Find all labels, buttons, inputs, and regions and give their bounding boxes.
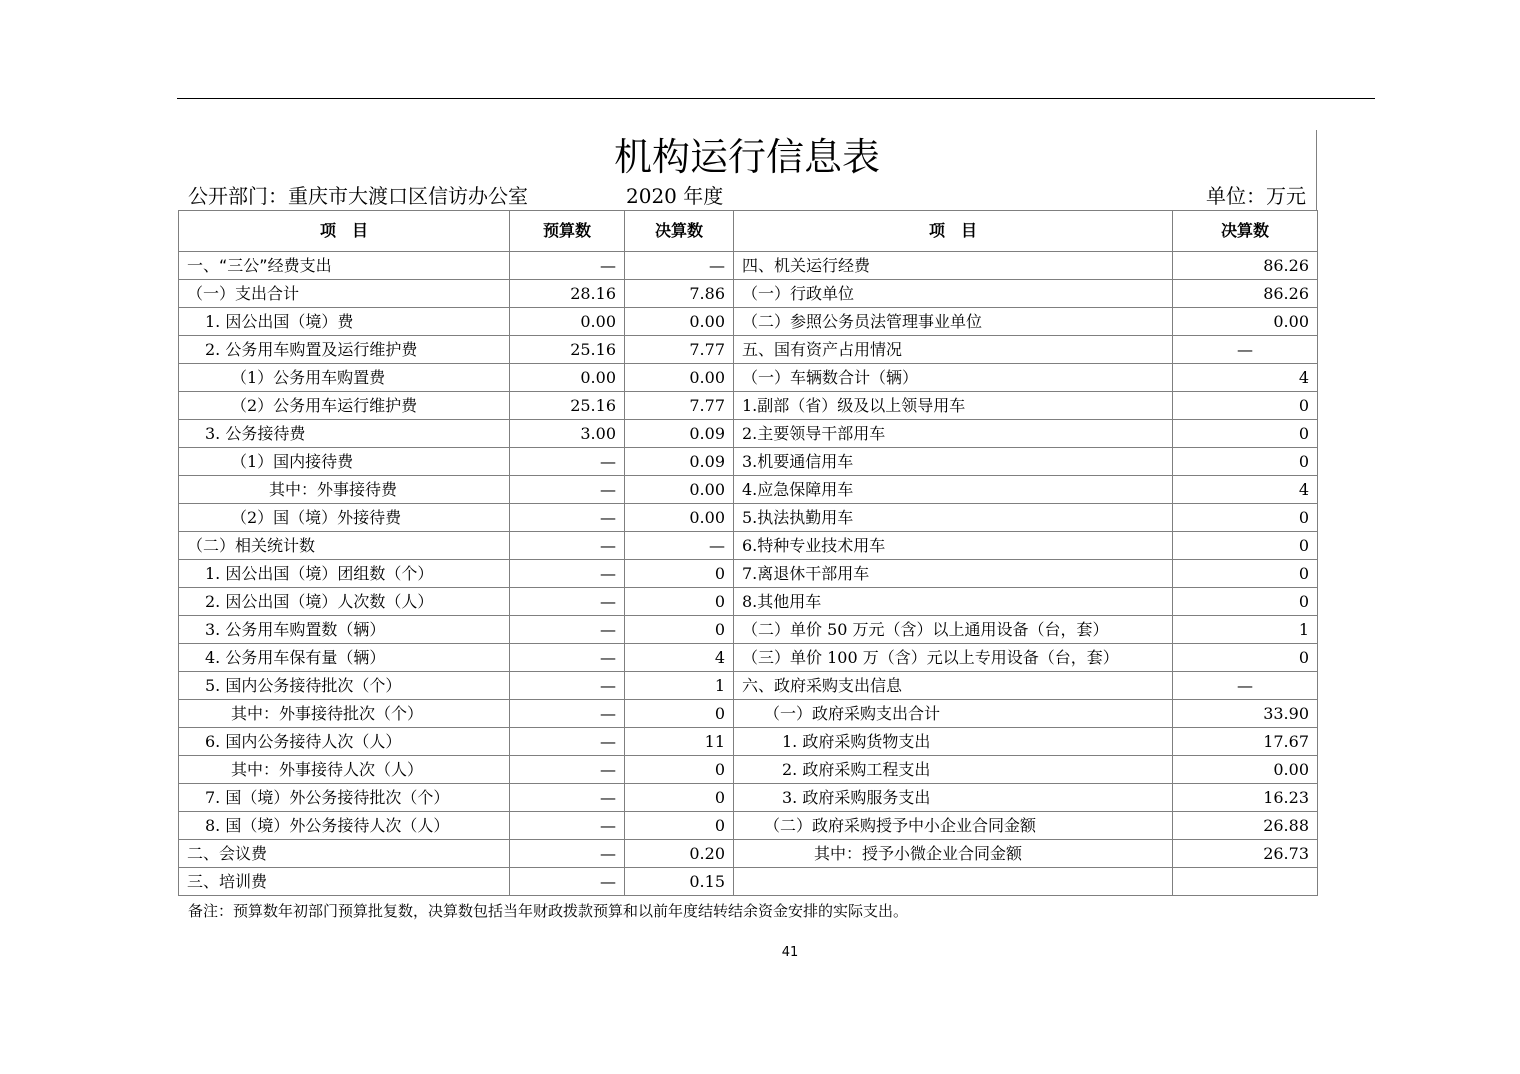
right-item-value: [1173, 868, 1318, 896]
table-row: [179, 280, 1318, 308]
left-item-label: 4. 公务用车保有量（辆）: [179, 644, 510, 672]
left-item-final: 1: [625, 672, 734, 700]
left-item-label: 8. 国（境）外公务接待人次（人）: [179, 812, 510, 840]
left-item-label: 三、培训费: [179, 868, 510, 896]
table-row: [179, 504, 1318, 532]
right-item-label: 5.执法执勤用车: [734, 504, 1173, 532]
left-item-budget: —: [510, 588, 625, 616]
unit-label: 单位：万元: [1206, 184, 1306, 208]
right-item-value: 86.26: [1173, 252, 1318, 280]
left-item-final: 0: [625, 616, 734, 644]
right-item-label: 六、政府采购支出信息: [734, 672, 1173, 700]
footnote: 备注：预算数年初部门预算批复数，决算数包括当年财政拨款预算和以前年度结转结余资金安排的实际支出。: [188, 902, 909, 920]
year-label: 2020 年度: [626, 184, 724, 208]
right-item-value: 0: [1173, 504, 1318, 532]
right-item-label: 2.主要领导干部用车: [734, 420, 1173, 448]
right-item-value: 1: [1173, 616, 1318, 644]
side-rule: [1316, 130, 1317, 210]
department-label: 公开部门：重庆市大渡口区信访办公室: [188, 184, 528, 208]
left-item-label: 6. 国内公务接待人次（人）: [179, 728, 510, 756]
right-item-label: 1.副部（省）级及以上领导用车: [734, 392, 1173, 420]
page-number: 41: [781, 945, 799, 960]
right-item-value: 0.00: [1173, 308, 1318, 336]
left-item-label: 3. 公务用车购置数（辆）: [179, 616, 510, 644]
left-item-final: 0.09: [625, 448, 734, 476]
left-item-final: 0: [625, 812, 734, 840]
table-row: [179, 560, 1318, 588]
left-item-label: 5. 国内公务接待批次（个）: [179, 672, 510, 700]
header-item-right: 项 目: [734, 211, 1173, 252]
left-item-budget: 0.00: [510, 364, 625, 392]
table-row: [179, 840, 1318, 868]
right-item-value: 0.00: [1173, 756, 1318, 784]
right-item-value: 0: [1173, 560, 1318, 588]
table-row: [179, 364, 1318, 392]
left-item-final: 0: [625, 756, 734, 784]
left-item-budget: —: [510, 560, 625, 588]
right-item-value: 0: [1173, 420, 1318, 448]
left-item-final: 0: [625, 560, 734, 588]
left-item-final: —: [625, 252, 734, 280]
table-row: [179, 672, 1318, 700]
header-rule: [177, 98, 1375, 99]
left-item-budget: 3.00: [510, 420, 625, 448]
right-item-value: 0: [1173, 588, 1318, 616]
left-item-label: 2. 公务用车购置及运行维护费: [179, 336, 510, 364]
left-item-budget: —: [510, 504, 625, 532]
left-item-final: —: [625, 532, 734, 560]
table-row: [179, 392, 1318, 420]
left-item-budget: —: [510, 476, 625, 504]
left-item-final: 0.20: [625, 840, 734, 868]
left-item-budget: —: [510, 448, 625, 476]
right-item-label: （二）政府采购授予中小企业合同金额: [734, 812, 1173, 840]
left-item-label: 其中：外事接待批次（个）: [179, 700, 510, 728]
left-item-label: 其中：外事接待人次（人）: [179, 756, 510, 784]
header-item: 项 目: [179, 211, 510, 252]
header-final: 决算数: [625, 211, 734, 252]
table-row: [179, 336, 1318, 364]
left-item-budget: —: [510, 644, 625, 672]
right-item-value: 0: [1173, 644, 1318, 672]
header-final-right: 决算数: [1173, 211, 1318, 252]
left-item-label: 2. 因公出国（境）人次数（人）: [179, 588, 510, 616]
left-item-final: 0.00: [625, 308, 734, 336]
left-item-budget: —: [510, 532, 625, 560]
right-item-label: 其中：授予小微企业合同金额: [734, 840, 1173, 868]
left-item-budget: —: [510, 812, 625, 840]
right-item-label: （三）单价 100 万（含）元以上专用设备（台，套）: [734, 644, 1173, 672]
right-item-value: 26.73: [1173, 840, 1318, 868]
left-item-label: 7. 国（境）外公务接待批次（个）: [179, 784, 510, 812]
right-item-value: 86.26: [1173, 280, 1318, 308]
left-item-budget: —: [510, 252, 625, 280]
left-item-budget: 0.00: [510, 308, 625, 336]
table-row: [179, 308, 1318, 336]
left-item-label: （2）国（境）外接待费: [179, 504, 510, 532]
left-item-final: 0: [625, 588, 734, 616]
right-item-value: 26.88: [1173, 812, 1318, 840]
left-item-label: （1）国内接待费: [179, 448, 510, 476]
right-item-label: 7.离退休干部用车: [734, 560, 1173, 588]
right-item-label: [734, 868, 1173, 896]
table-row: [179, 868, 1318, 896]
right-item-label: 五、国有资产占用情况: [734, 336, 1173, 364]
left-item-budget: —: [510, 756, 625, 784]
left-item-final: 7.77: [625, 336, 734, 364]
table-row: [179, 728, 1318, 756]
left-item-label: （2）公务用车运行维护费: [179, 392, 510, 420]
left-item-final: 4: [625, 644, 734, 672]
left-item-final: 7.77: [625, 392, 734, 420]
right-item-label: 2. 政府采购工程支出: [734, 756, 1173, 784]
left-item-budget: 28.16: [510, 280, 625, 308]
left-item-final: 11: [625, 728, 734, 756]
left-item-final: 0.00: [625, 504, 734, 532]
right-item-label: 3.机要通信用车: [734, 448, 1173, 476]
left-item-label: 二、会议费: [179, 840, 510, 868]
left-item-final: 0.15: [625, 868, 734, 896]
left-item-label: 1. 因公出国（境）团组数（个）: [179, 560, 510, 588]
table-row: [179, 812, 1318, 840]
right-item-label: （一）车辆数合计（辆）: [734, 364, 1173, 392]
right-item-value: —: [1173, 336, 1318, 364]
left-item-budget: —: [510, 700, 625, 728]
right-item-label: 8.其他用车: [734, 588, 1173, 616]
right-item-value: 4: [1173, 476, 1318, 504]
right-item-value: 0: [1173, 392, 1318, 420]
right-item-label: （二）单价 50 万元（含）以上通用设备（台，套）: [734, 616, 1173, 644]
right-item-label: 6.特种专业技术用车: [734, 532, 1173, 560]
right-item-value: —: [1173, 672, 1318, 700]
right-item-value: 0: [1173, 448, 1318, 476]
left-item-label: （一）支出合计: [179, 280, 510, 308]
left-item-budget: —: [510, 868, 625, 896]
left-item-budget: 25.16: [510, 392, 625, 420]
left-item-final: 0: [625, 700, 734, 728]
left-item-label: （二）相关统计数: [179, 532, 510, 560]
page-title: 机构运行信息表: [613, 135, 880, 179]
table-row: [179, 756, 1318, 784]
left-item-label: （1）公务用车购置费: [179, 364, 510, 392]
table-row: [179, 588, 1318, 616]
table-row: [179, 448, 1318, 476]
left-item-final: 0.09: [625, 420, 734, 448]
right-item-label: （二）参照公务员法管理事业单位: [734, 308, 1173, 336]
table-row: [179, 644, 1318, 672]
left-item-budget: —: [510, 728, 625, 756]
left-item-budget: —: [510, 784, 625, 812]
left-item-label: 1. 因公出国（境）费: [179, 308, 510, 336]
left-item-final: 0.00: [625, 364, 734, 392]
table-row: [179, 616, 1318, 644]
header-budget: 预算数: [510, 211, 625, 252]
right-item-value: 33.90: [1173, 700, 1318, 728]
left-item-label: 其中：外事接待费: [179, 476, 510, 504]
table-row: [179, 532, 1318, 560]
right-item-value: 0: [1173, 532, 1318, 560]
table-row: [179, 252, 1318, 280]
table-header-row: [179, 211, 1318, 252]
left-item-final: 0.00: [625, 476, 734, 504]
right-item-value: 16.23: [1173, 784, 1318, 812]
operation-info-table: [178, 210, 1318, 896]
right-item-label: 4.应急保障用车: [734, 476, 1173, 504]
right-item-label: 1. 政府采购货物支出: [734, 728, 1173, 756]
left-item-final: 7.86: [625, 280, 734, 308]
left-item-budget: —: [510, 672, 625, 700]
right-item-value: 17.67: [1173, 728, 1318, 756]
right-item-label: （一）行政单位: [734, 280, 1173, 308]
table-row: [179, 420, 1318, 448]
left-item-final: 0: [625, 784, 734, 812]
table-row: [179, 476, 1318, 504]
table-row: [179, 700, 1318, 728]
right-item-value: 4: [1173, 364, 1318, 392]
left-item-budget: —: [510, 840, 625, 868]
table-row: [179, 784, 1318, 812]
right-item-label: （一）政府采购支出合计: [734, 700, 1173, 728]
left-item-budget: 25.16: [510, 336, 625, 364]
left-item-budget: —: [510, 616, 625, 644]
left-item-label: 3. 公务接待费: [179, 420, 510, 448]
right-item-label: 四、机关运行经费: [734, 252, 1173, 280]
left-item-label: 一、“三公”经费支出: [179, 252, 510, 280]
right-item-label: 3. 政府采购服务支出: [734, 784, 1173, 812]
